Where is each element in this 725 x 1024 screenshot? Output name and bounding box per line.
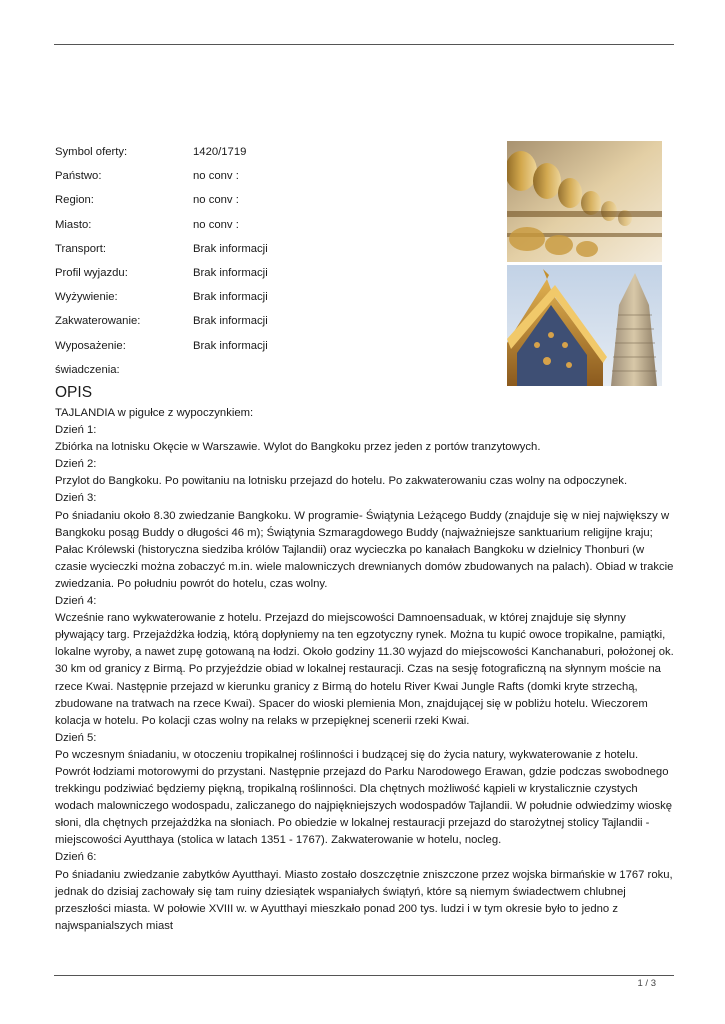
offer-value: no conv : [193,170,239,183]
temple-roof-photo [507,265,662,386]
offer-label: Wyżywienie: [55,291,118,304]
day-heading: Dzień 2: [55,458,97,471]
day-heading: Dzień 5: [55,731,97,744]
day-heading: Dzień 6: [55,851,97,864]
itinerary-paragraph: Zbiórka na lotnisku Okęcie w Warszawie. Wylot do Bangkoku przez jeden z portów tranzytowych. [55,441,541,454]
offer-row [55,164,495,188]
offer-row [55,213,495,237]
day-heading: Dzień 3: [55,492,97,505]
offer-row [55,334,495,358]
offer-label: Wyposażenie: [55,339,126,352]
page-number: 1 / 3 [637,978,656,989]
offer-value: Brak informacji [193,242,268,255]
itinerary-paragraph: Po śniadaniu zwiedzanie zabytków Ayutthayi. Miasto zostało doszczętnie zniszczone przez wojska birmańskie w 1767 roku, jednak do dzisiaj zachowały się tam ruiny dziesiątek wspaniałych świątyń, które są niemym świadectwem chlubnej przeszłości miasta. W połowie XVIII w. w Ayutthayi mieszkało ponad 200 tys. ludzi i w tym okresie było to jedno z najwspanialszych miast [55,868,673,932]
offer-label: Region: [55,194,94,207]
header-rule [54,44,674,45]
day-heading: Dzień 4: [55,595,97,608]
offer-label: Zakwaterowanie: [55,315,141,328]
offer-label: Państwo: [55,170,102,183]
offer-label: Transport: [55,242,107,255]
temple-statues-photo [507,141,662,262]
offer-label: świadczenia: [55,363,120,376]
offer-row [55,188,495,212]
offer-value: 1420/1719 [193,146,247,159]
offer-label: Profil wyjazdu: [55,267,128,280]
offer-value: Brak informacji [193,339,268,352]
itinerary-paragraph: Po wczesnym śniadaniu, w otoczeniu tropikalnej roślinności i budzącej się do życia natury, wykwaterowanie z hotelu. Powrót łodziami motorowymi do przystani. Następnie przejazd do Parku Narodowego Erawan, gdzie podczas swobodnego trekkingu podziwiać będziemy piękną, tropikalną roślinności. Dla chętnych możliwość kąpieli w krystalicznie czystych wodach malowniczego wodospadu, zaliczanego do najpiękniejszych wodospadów Tajlandii. W południe odwiedzimy wioskę słoni, dla chętnych przejażdżka na słoniach. Po obiedzie w lokalnej restauracji przejazd do starożytnej stolicy Tajlandii - miejscowości Ayutthaya (stolica w latach 1351 - 1767). Zakwaterowanie w hotelu, nocleg. [55,748,673,847]
offer-value: Brak informacji [193,267,268,280]
offer-row [55,358,495,382]
offer-value: no conv : [193,218,239,231]
offer-value: Brak informacji [193,291,268,304]
offer-label: Symbol oferty: [55,146,128,159]
offer-details-table [55,140,495,382]
day-heading: Dzień 1: [55,424,97,437]
offer-value: Brak informacji [193,315,268,328]
itinerary-content [55,405,675,935]
itinerary-paragraph: Przylot do Bangkoku. Po powitaniu na lotnisku przejazd do hotelu. Po zakwaterowaniu czas wolny na odpoczynek. [55,475,628,488]
itinerary-paragraph: Wcześnie rano wykwaterowanie z hotelu. Przejazd do miejscowości Damnoensaduak, w której znajduje się słynny pływający targ. Przejażdżka łodzią, którą dopłyniemy na ten egzotyczny rynek. Można tu kupić owoce tropikalne, pamiątki, lokalne wyroby, a nawet zupę gotowaną na łodzi. Około godziny 11.30 wyjazd do miejscowości Kanchanaburi, położonej ok. 30 km od granicy z Birmą. Po przyjeździe obiad w lokalnej restauracji. Czas na sesję fotograficzną na słynnym moście na rzece Kwai. Następnie przejazd w kierunku granicy z Birmą do hotelu River Kwai Jungle Rafts (domki kryte strzechą, zbudowane na tratwach na rzece Kwai). Spacer do wioski plemienia Mon, znajdującej się w pobliżu hotelu. Wieczorem kolacja w hotelu. Po kolacji czas wolny na relaks w przepięknej scenerii rzeki Kwai. [55,612,674,727]
itinerary-paragraph: TAJLANDIA w pigułce z wypoczynkiem: [55,407,254,419]
offer-value: no conv : [193,194,239,207]
offer-label: Miasto: [55,218,92,231]
footer-rule [54,975,674,976]
offer-row [55,309,495,333]
section-title: OPIS [55,384,93,401]
offer-row [55,285,495,309]
offer-row [55,237,495,261]
offer-row [55,140,495,164]
offer-row [55,261,495,285]
itinerary-paragraph: Po śniadaniu około 8.30 zwiedzanie Bangkoku. W programie- Świątynia Leżącego Buddy (znajduje się w niej największy w Bangkoku posąg Buddy o długości 46 m); Świątynia Szmaragdowego Buddy (najważniejsze sanktuarium religijne kraju; Pałac Królewski (historyczna siedziba królów Tajlandii) oraz wycieczka po kanałach Bangkoku w dzielnicy Thonburi (w czasie wycieczki można zobaczyć m.in. wiele malowniczych drewnianych domów zbudowanych na palach). Obiad w trakcie zwiedzania. Po południu powrót do hotelu, czas wolny. [55,509,674,590]
